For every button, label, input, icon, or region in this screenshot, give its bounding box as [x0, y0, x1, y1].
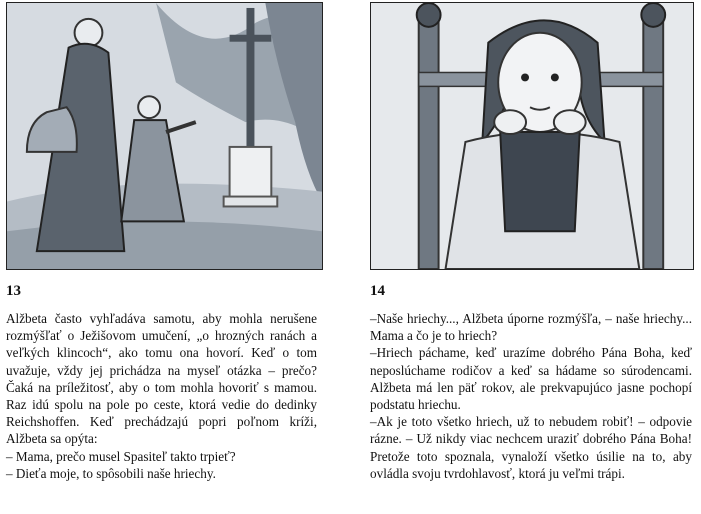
- panel-number: 14: [370, 283, 385, 299]
- illustration-mother-child-wayside-cross: [6, 2, 323, 270]
- paragraph: –Ak je toto všetko hriech, už to nebudem robiť! – odpovie rázne. – Už nikdy viac nechcem uraziť dobrého Pána Boha! Pretože toto spoznala, vynaloží všetko úsilie na to, aby ovládla svoju tvrdohlavosť, ktorá ju veľmi trápi.: [370, 414, 692, 481]
- panel-text: [370, 310, 692, 482]
- paragraph: –Hriech páchame, keď urazíme dobrého Pána Boha, keď neposlúchame rodičov a keď sa hádame so súrodencami. Alžbeta má len päť rokov, ale prekvapujúco jasne pochopí podstatu hriechu.: [370, 345, 692, 413]
- illustration-girl-thinking-in-chair: [370, 2, 694, 270]
- paragraph: –Naše hriechy..., Alžbeta úporne rozmýšľa, – naše hriechy... Mama a čo je to hriech?: [370, 311, 692, 344]
- paragraph: Alžbeta často vyhľadáva samotu, aby mohla nerušene rozmýšľať o Ježišovom umučení, „o hrozných ranách a veľkých klincoch“, ako tomu ona hovorí. Keď o tom uvažuje, vždy jej prichádza na myseľ otázka – prečo? Čaká na príležitosť, aby o tom mohla hovoriť s mamou. Raz idú spolu na pole po ceste, ktorá vedie do dedinky Reichshoffen. Keď prechádzajú popri poľnom kríži, Alžbeta sa opýta:: [6, 311, 317, 447]
- panel-text: [6, 310, 317, 482]
- paragraph: – Mama, prečo musel Spasiteľ takto trpieť?: [6, 448, 236, 464]
- panel-number: 13: [6, 283, 21, 299]
- paragraph: – Dieťa moje, to spôsobili naše hriechy.: [6, 465, 216, 481]
